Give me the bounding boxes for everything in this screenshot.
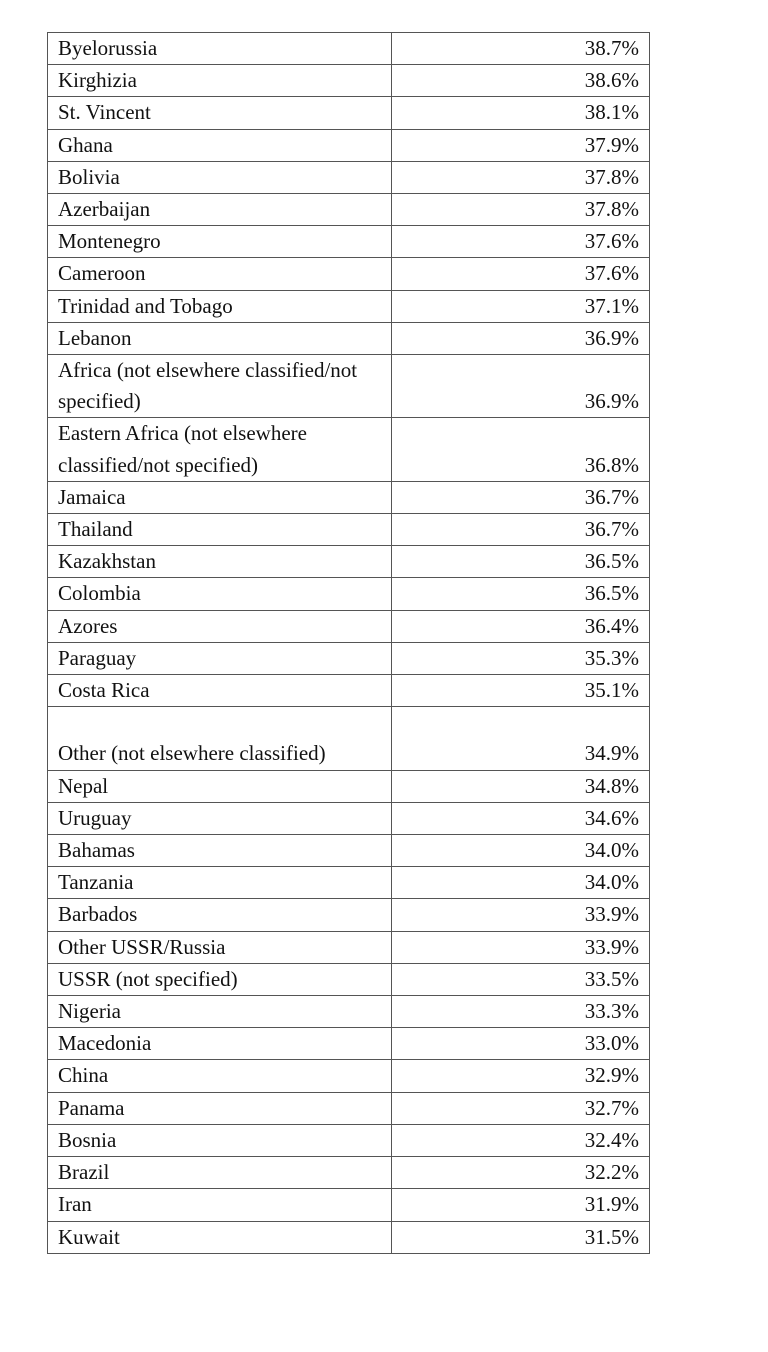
table-row (48, 1092, 650, 1124)
percentage-cell: 33.9% (392, 931, 650, 963)
percentage-cell: 36.9% (392, 355, 650, 418)
table-row (48, 802, 650, 834)
country-cell: China (48, 1060, 392, 1092)
percentage-cell: 33.3% (392, 996, 650, 1028)
country-cell: Bosnia (48, 1124, 392, 1156)
country-cell: Colombia (48, 578, 392, 610)
percentage-cell: 34.6% (392, 802, 650, 834)
table-row (48, 514, 650, 546)
percentage-cell: 36.8% (392, 418, 650, 481)
document-page (47, 32, 649, 1254)
table-row (48, 899, 650, 931)
percentage-cell: 35.1% (392, 675, 650, 707)
country-cell: Eastern Africa (not elsewhere classified/not specified) (48, 418, 392, 481)
percentage-cell: 36.7% (392, 481, 650, 513)
table-row (48, 65, 650, 97)
percentage-cell: 32.2% (392, 1157, 650, 1189)
percentage-cell: 35.3% (392, 642, 650, 674)
table-row (48, 1028, 650, 1060)
country-cell: Bolivia (48, 161, 392, 193)
percentage-cell: 36.5% (392, 578, 650, 610)
table-row (48, 546, 650, 578)
country-cell: Lebanon (48, 322, 392, 354)
country-cell: Azerbaijan (48, 194, 392, 226)
table-row (48, 996, 650, 1028)
percentage-cell: 34.0% (392, 867, 650, 899)
country-cell: Nigeria (48, 996, 392, 1028)
country-cell: Paraguay (48, 642, 392, 674)
country-cell: Barbados (48, 899, 392, 931)
percentage-cell: 36.4% (392, 610, 650, 642)
table-row (48, 129, 650, 161)
percentage-cell: 33.5% (392, 963, 650, 995)
percentage-cell: 38.7% (392, 33, 650, 65)
table-row (48, 610, 650, 642)
table-row (48, 770, 650, 802)
table-row (48, 258, 650, 290)
country-cell: Other USSR/Russia (48, 931, 392, 963)
percentage-cell: 37.6% (392, 258, 650, 290)
country-cell: Kazakhstan (48, 546, 392, 578)
table-row (48, 1189, 650, 1221)
table-row (48, 481, 650, 513)
percentage-cell: 34.8% (392, 770, 650, 802)
percentage-cell: 33.9% (392, 899, 650, 931)
percentage-cell: 32.7% (392, 1092, 650, 1124)
table-row (48, 642, 650, 674)
country-cell: Byelorussia (48, 33, 392, 65)
country-cell: Montenegro (48, 226, 392, 258)
percentage-cell: 32.9% (392, 1060, 650, 1092)
country-cell: Africa (not elsewhere classified/not specified) (48, 355, 392, 418)
country-cell: Iran (48, 1189, 392, 1221)
table-row (48, 1060, 650, 1092)
percentage-cell: 34.9% (392, 707, 650, 770)
country-cell: Jamaica (48, 481, 392, 513)
table-row (48, 418, 650, 481)
country-cell: Bahamas (48, 835, 392, 867)
country-cell: Other (not elsewhere classified) (48, 707, 392, 770)
percentage-cell: 33.0% (392, 1028, 650, 1060)
percentage-cell: 31.9% (392, 1189, 650, 1221)
country-cell: St. Vincent (48, 97, 392, 129)
country-cell: Macedonia (48, 1028, 392, 1060)
percentage-cell: 37.1% (392, 290, 650, 322)
table-row (48, 1157, 650, 1189)
country-cell: Thailand (48, 514, 392, 546)
percentage-cell: 38.6% (392, 65, 650, 97)
country-cell: Trinidad and Tobago (48, 290, 392, 322)
table-row (48, 161, 650, 193)
percentage-cell: 37.8% (392, 194, 650, 226)
country-cell: Panama (48, 1092, 392, 1124)
percentage-cell: 31.5% (392, 1221, 650, 1253)
country-cell: Ghana (48, 129, 392, 161)
percentage-cell: 36.7% (392, 514, 650, 546)
table-row (48, 1124, 650, 1156)
country-cell: USSR (not specified) (48, 963, 392, 995)
percentage-cell: 36.9% (392, 322, 650, 354)
table-row (48, 1221, 650, 1253)
table-row (48, 867, 650, 899)
country-cell: Cameroon (48, 258, 392, 290)
table-row (48, 290, 650, 322)
table-row (48, 97, 650, 129)
country-cell: Brazil (48, 1157, 392, 1189)
table-row (48, 963, 650, 995)
percentage-cell: 34.0% (392, 835, 650, 867)
table-row (48, 33, 650, 65)
table-row (48, 931, 650, 963)
percentage-cell: 38.1% (392, 97, 650, 129)
percentage-cell: 32.4% (392, 1124, 650, 1156)
table-row (48, 322, 650, 354)
country-cell: Azores (48, 610, 392, 642)
percentage-cell: 37.6% (392, 226, 650, 258)
table-row (48, 707, 650, 770)
percentage-cell: 37.8% (392, 161, 650, 193)
country-cell: Kuwait (48, 1221, 392, 1253)
table-row (48, 355, 650, 418)
percentage-cell: 37.9% (392, 129, 650, 161)
country-percentage-table (47, 32, 650, 1254)
table-row (48, 226, 650, 258)
percentage-cell: 36.5% (392, 546, 650, 578)
country-cell: Kirghizia (48, 65, 392, 97)
country-cell: Uruguay (48, 802, 392, 834)
table-row (48, 675, 650, 707)
country-cell: Tanzania (48, 867, 392, 899)
table-row (48, 194, 650, 226)
table-row (48, 578, 650, 610)
country-cell: Nepal (48, 770, 392, 802)
country-cell: Costa Rica (48, 675, 392, 707)
table-row (48, 835, 650, 867)
